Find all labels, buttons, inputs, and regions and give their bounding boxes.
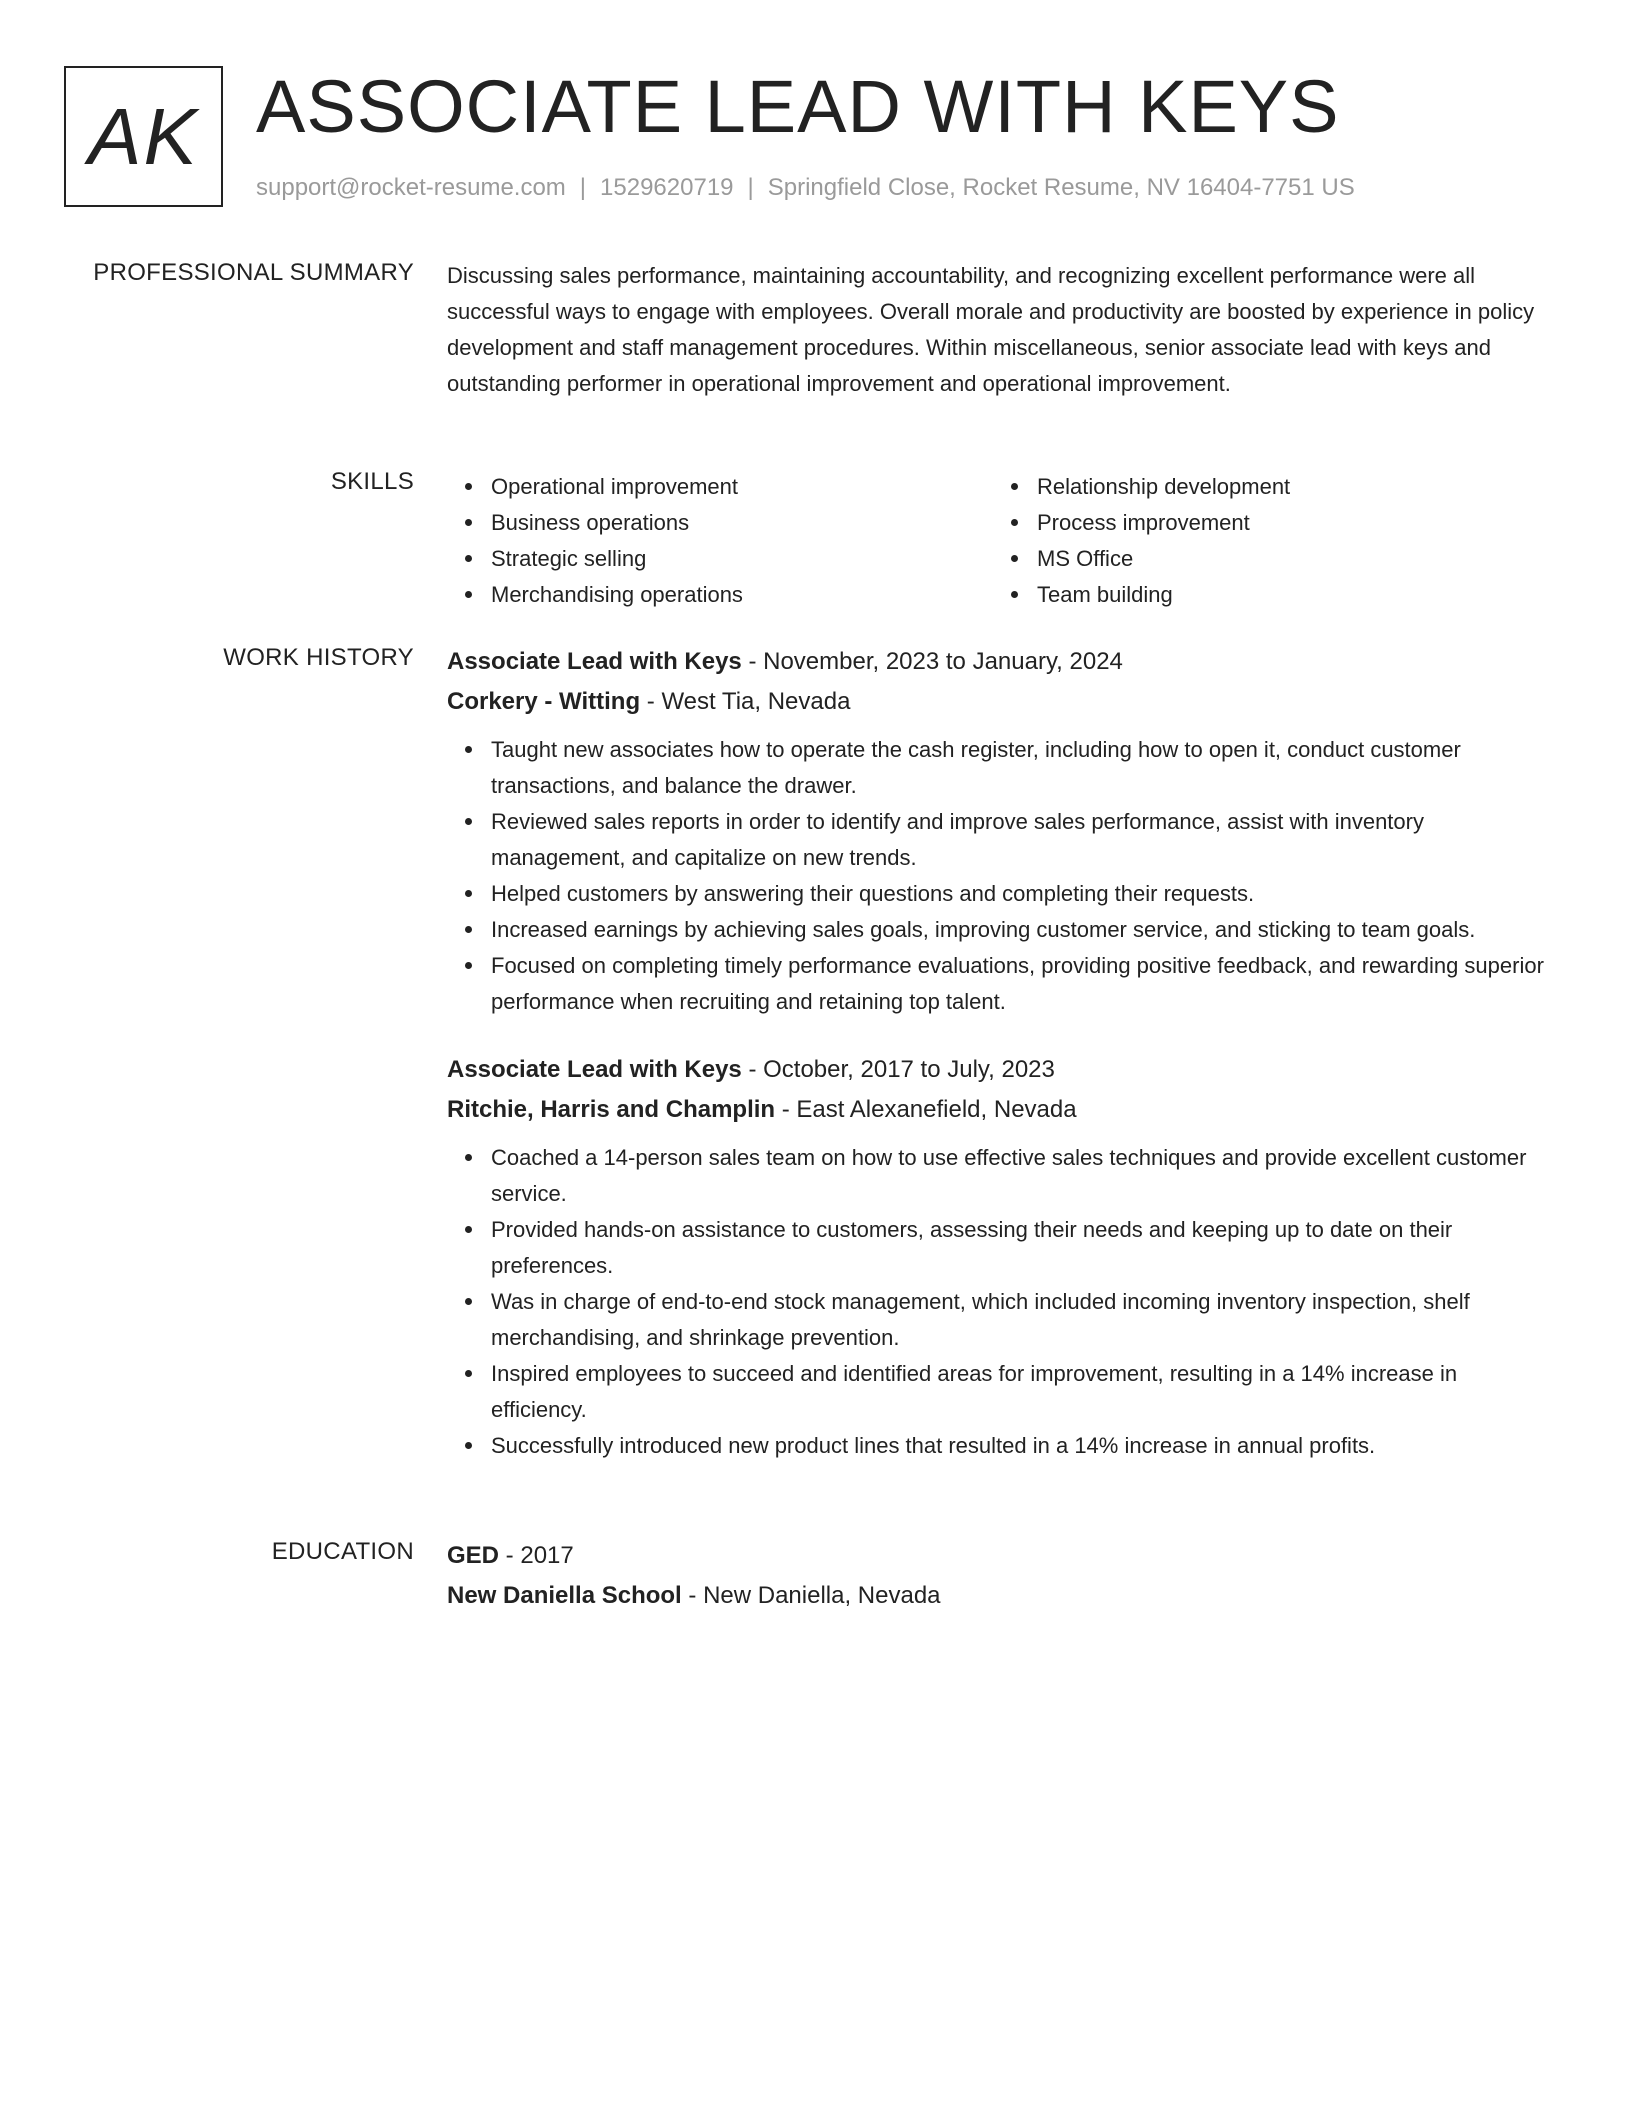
skill-item: Team building: [1037, 577, 1539, 613]
job-bullet: Coached a 14-person sales team on how to use effective sales techniques and provide excellent customer service.: [491, 1140, 1557, 1212]
skill-item: Relationship development: [1037, 469, 1539, 505]
job-bullet: Reviewed sales reports in order to identify and improve sales performance, assist with inventory management, and capitalize on new trends.: [491, 804, 1557, 876]
job-bullet: Inspired employees to succeed and identified areas for improvement, resulting in a 14% increase in efficiency.: [491, 1356, 1557, 1428]
skill-item: Process improvement: [1037, 505, 1539, 541]
skill-item: Business operations: [491, 505, 993, 541]
summary-body: [447, 258, 1557, 402]
job-bullet: Was in charge of end-to-end stock management, which included incoming inventory inspection, shelf merchandising, and shrinkage prevention.: [491, 1284, 1557, 1356]
job-bullet: Helped customers by answering their questions and completing their requests.: [491, 876, 1557, 912]
section-label-skills: SKILLS: [330, 468, 414, 495]
job-bullet: Focused on completing timely performance evaluations, providing positive feedback, and rewarding superior performance when recruiting and retaining top talent.: [491, 948, 1557, 1020]
job-company-line: [447, 682, 1557, 722]
job-bullet: Taught new associates how to operate the cash register, including how to open it, conduct customer transactions, and balance the drawer.: [491, 732, 1557, 804]
job-bullet: Increased earnings by achieving sales goals, improving customer service, and sticking to team goals.: [491, 912, 1557, 948]
job-title-line: [447, 1050, 1557, 1090]
candidate-name: ASSOCIATE LEAD WITH KEYS: [256, 65, 1340, 148]
job-title: Associate Lead with Keys: [447, 648, 742, 675]
section-label-summary: PROFESSIONAL SUMMARY: [93, 259, 414, 286]
skill-item: MS Office: [1037, 541, 1539, 577]
monogram-initials: AK: [88, 91, 199, 181]
job-bullet: Successfully introduced new product lines that resulted in a 14% increase in annual profits.: [491, 1428, 1557, 1464]
job-bullet: Provided hands-on assistance to customers, assessing their needs and keeping up to date on their preferences.: [491, 1212, 1557, 1284]
skills-grid: [447, 469, 1557, 613]
job-location: - West Tia, Nevada: [640, 688, 851, 715]
section-label-work: WORK HISTORY: [223, 644, 414, 671]
job-bullets: [447, 732, 1557, 1020]
monogram-box: [64, 66, 223, 207]
education-body: [447, 1536, 1557, 1626]
job-title: Associate Lead with Keys: [447, 1056, 742, 1083]
education-school: New Daniella School: [447, 1582, 682, 1609]
education-year: - 2017: [499, 1542, 574, 1569]
job-entry: [447, 1050, 1557, 1464]
contact-separator: |: [747, 174, 754, 201]
job-title-line: [447, 642, 1557, 682]
contact-address: Springfield Close, Rocket Resume, NV 16404-7751 US: [767, 174, 1355, 201]
education-school-line: [447, 1576, 1557, 1616]
work-history-body: [447, 642, 1557, 1464]
job-company: Ritchie, Harris and Champlin: [447, 1096, 776, 1123]
skills-list-left: [447, 469, 993, 613]
job-bullets: [447, 1140, 1557, 1464]
education-location: - New Daniella, Nevada: [681, 1582, 941, 1609]
contact-email: support@rocket-resume.com: [256, 174, 566, 201]
summary-text: Discussing sales performance, maintaining accountability, and recognizing excellent performance were all successful ways to engage with employees. Overall morale and productivity are boosted by experience in policy development and staff management procedures. Within miscellaneous, senior associate lead with keys and outstanding performer in operational improvement and operational improvement.: [447, 263, 1535, 396]
education-degree: GED: [447, 1542, 500, 1569]
job-company-line: [447, 1090, 1557, 1130]
skill-item: Strategic selling: [491, 541, 993, 577]
skill-item: Operational improvement: [491, 469, 993, 505]
job-dates: - October, 2017 to July, 2023: [741, 1056, 1055, 1083]
job-entry: [447, 642, 1557, 1020]
job-location: - East Alexanefield, Nevada: [775, 1096, 1077, 1123]
education-degree-line: [447, 1536, 1557, 1576]
contact-separator: |: [579, 174, 587, 201]
skill-item: Merchandising operations: [491, 577, 993, 613]
skills-body: [447, 469, 1557, 613]
section-label-education: EDUCATION: [271, 1538, 414, 1565]
job-company: Corkery - Witting: [447, 688, 641, 715]
job-dates: - November, 2023 to January, 2024: [741, 648, 1123, 675]
skills-list-right: [993, 469, 1539, 613]
contact-phone: 1529620719: [600, 174, 734, 201]
contact-line: [256, 174, 1355, 202]
resume-header: [64, 66, 1568, 211]
